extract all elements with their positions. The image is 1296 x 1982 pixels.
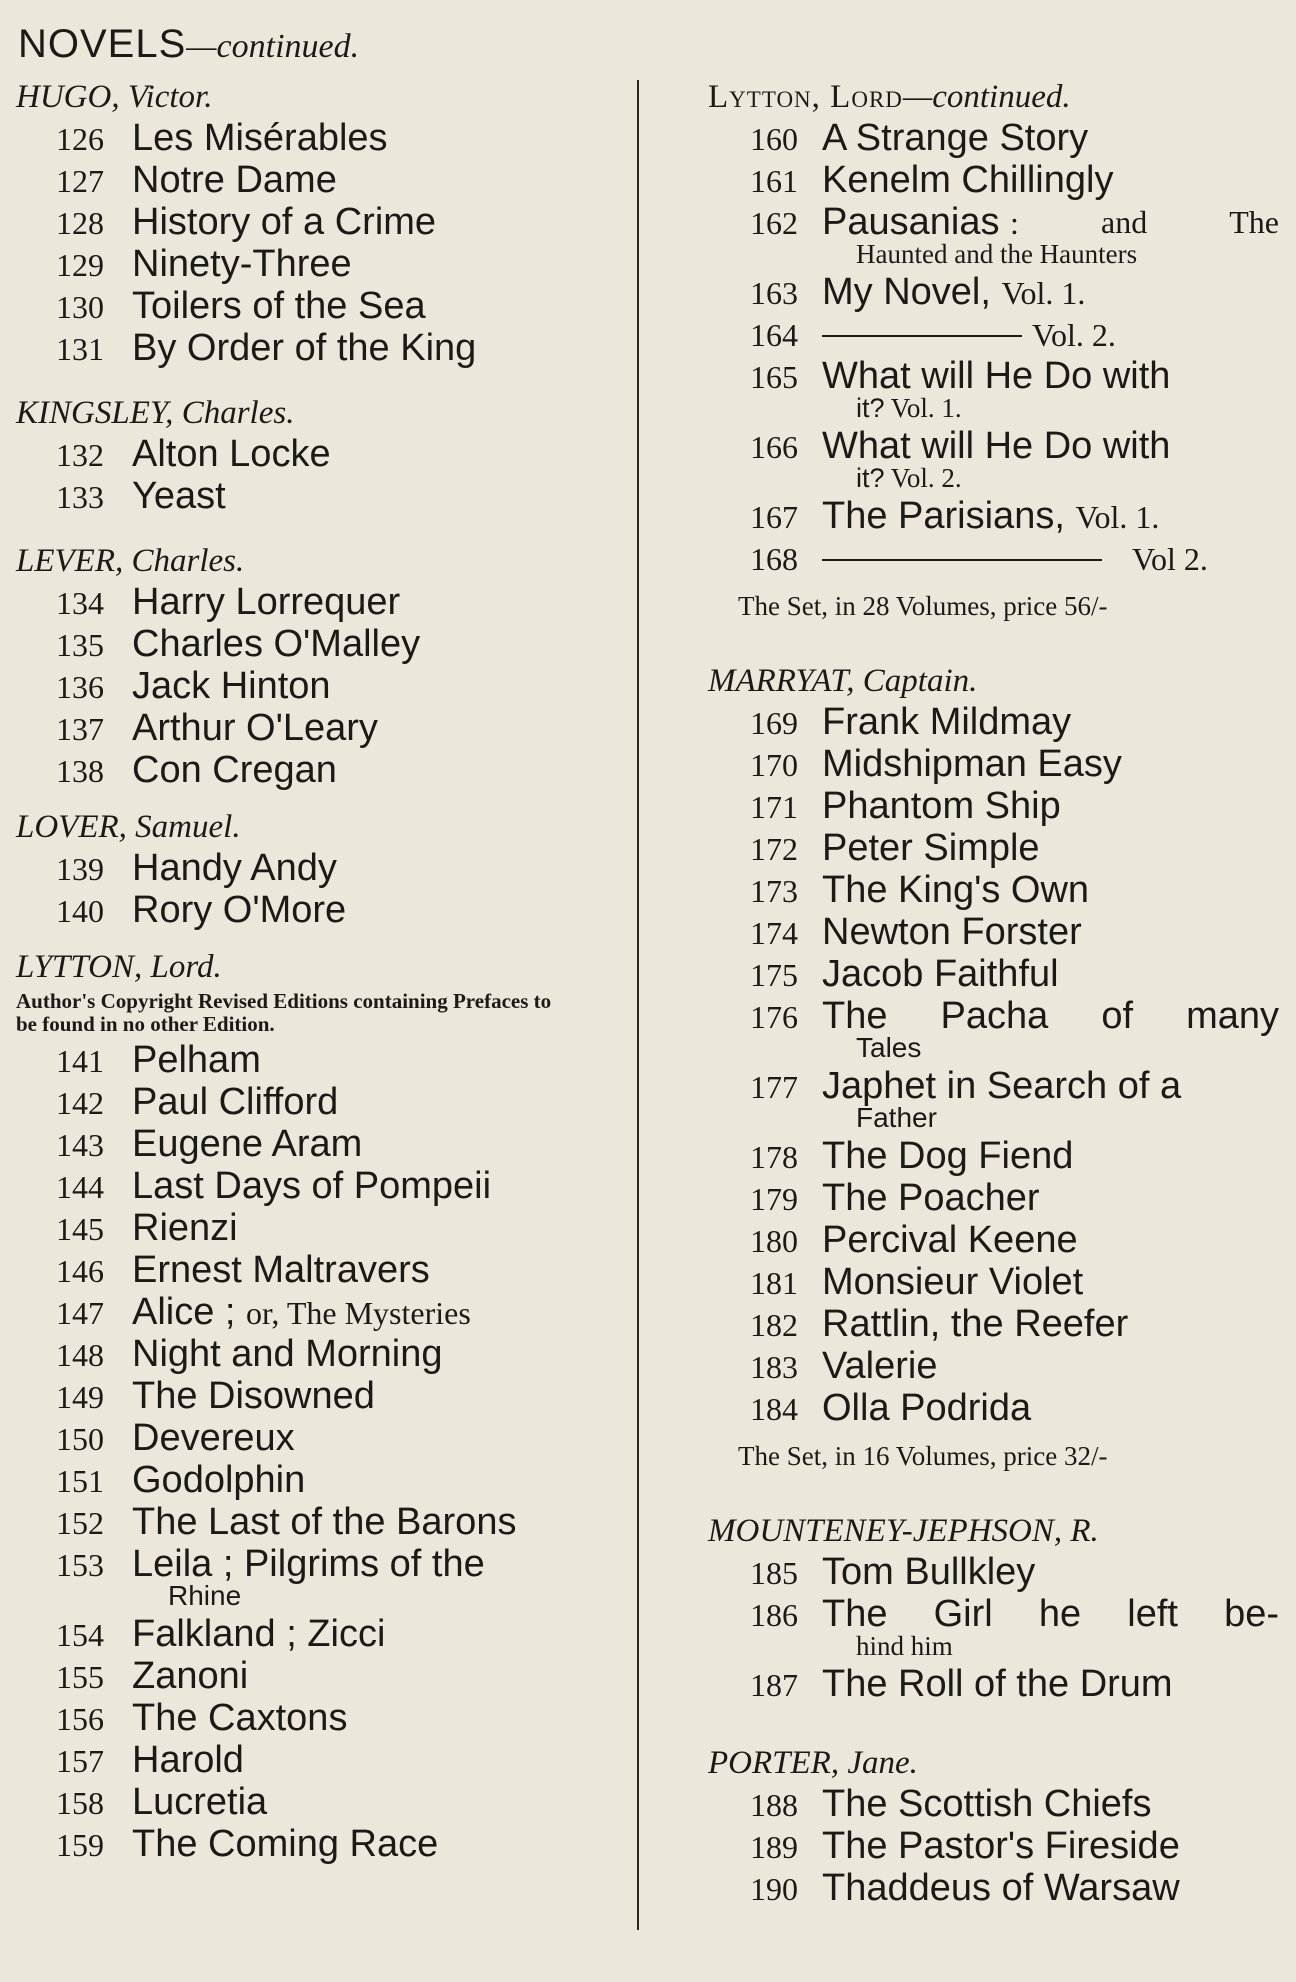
list-item	[708, 786, 1283, 828]
author-surname: LOVER,	[16, 809, 127, 845]
list-item	[708, 1784, 1283, 1826]
item-number: 153	[56, 1547, 104, 1583]
list-item	[708, 1826, 1283, 1868]
item-title: The Pastor's Fireside	[822, 1825, 1180, 1867]
item-title: Pelham	[132, 1039, 261, 1081]
item-number: 135	[56, 627, 104, 663]
item-title-continuation: Rhine	[168, 1580, 242, 1611]
list-item	[708, 1304, 1283, 1346]
list-item	[16, 1040, 616, 1082]
item-number: 128	[56, 205, 104, 241]
list-item	[16, 582, 616, 624]
item-number: 147	[56, 1295, 104, 1331]
item-title-word: he	[1038, 1593, 1082, 1635]
item-number: 157	[56, 1743, 104, 1779]
item-number: 178	[750, 1139, 798, 1175]
list-item	[16, 1334, 616, 1376]
header-continued: —continued.	[186, 28, 360, 65]
item-title-continuation: Tales	[856, 1032, 922, 1063]
item-title: Night and Morning	[132, 1333, 443, 1375]
item-title: Phantom Ship	[822, 785, 1061, 827]
list-item	[708, 496, 1283, 538]
item-number: 130	[56, 289, 104, 325]
list-item	[708, 1262, 1283, 1304]
section-hugo	[16, 76, 616, 370]
list-item	[708, 1594, 1283, 1636]
author-surname: HUGO,	[16, 79, 120, 115]
author-heading	[708, 1510, 1283, 1552]
list-item	[708, 744, 1283, 786]
list-item	[16, 1656, 616, 1698]
item-number: 165	[750, 359, 798, 395]
list-item	[708, 1552, 1283, 1594]
item-number: 134	[56, 585, 104, 621]
section-mounteney-jephson	[708, 1510, 1283, 1706]
item-title-the: The	[1229, 204, 1279, 240]
list-item	[708, 1178, 1283, 1220]
list-item	[708, 1664, 1283, 1706]
list-item	[16, 328, 616, 370]
item-number: 170	[750, 747, 798, 783]
section-lytton-continued	[708, 76, 1283, 624]
item-title-colon: :	[1010, 205, 1019, 241]
item-title-word: be-	[1224, 1593, 1279, 1635]
item-title: By Order of the King	[132, 327, 477, 369]
list-item	[708, 538, 1283, 580]
item-title: Handy Andy	[132, 847, 337, 889]
item-title: Thaddeus of Warsaw	[822, 1867, 1180, 1909]
item-volume: Vol. 2.	[890, 463, 962, 493]
item-number: 154	[56, 1617, 104, 1653]
item-title: Newton Forster	[822, 911, 1082, 953]
item-title: Con Cregan	[132, 749, 337, 791]
section-kingsley	[16, 392, 616, 518]
item-number: 151	[56, 1463, 104, 1499]
item-number: 127	[56, 163, 104, 199]
item-number: 141	[56, 1043, 104, 1079]
item-number: 179	[750, 1181, 798, 1217]
item-title: Lucretia	[132, 1781, 268, 1823]
item-title: Jack Hinton	[132, 665, 331, 707]
author-surname: LYTTON,	[16, 949, 143, 985]
item-number: 131	[56, 331, 104, 367]
item-number: 161	[750, 163, 798, 199]
list-item	[16, 1614, 616, 1656]
author-continued: —continued.	[902, 79, 1071, 115]
item-number: 149	[56, 1379, 104, 1415]
item-number: 140	[56, 893, 104, 929]
author-name: Lytton, Lord	[708, 79, 903, 115]
item-title: Devereux	[132, 1417, 295, 1459]
author-firstname: Charles.	[181, 395, 295, 431]
item-number: 190	[750, 1871, 798, 1907]
item-number: 182	[750, 1307, 798, 1343]
item-volume: Vol. 1.	[890, 393, 962, 423]
item-number: 186	[750, 1597, 798, 1633]
item-title: Rory O'More	[132, 889, 347, 931]
list-item	[16, 1782, 616, 1824]
item-title-and: and	[1100, 204, 1148, 240]
section-marryat	[708, 660, 1283, 1474]
set-price: The Set, in 28 Volumes, price 56/-	[738, 591, 1108, 621]
item-title: Rienzi	[132, 1207, 238, 1249]
section-porter	[708, 1742, 1283, 1910]
ditto-rule	[822, 559, 1102, 561]
item-number: 185	[750, 1555, 798, 1591]
item-volume: Vol 2.	[1132, 541, 1208, 577]
list-item	[16, 1292, 616, 1334]
header-title: NOVELS	[18, 22, 187, 66]
author-surname: KINGSLEY,	[16, 395, 174, 431]
item-title: Last Days of Pompeii	[132, 1165, 492, 1207]
item-number: 144	[56, 1169, 104, 1205]
item-title	[822, 272, 1283, 314]
list-item	[16, 118, 616, 160]
item-number: 168	[750, 541, 798, 577]
item-number: 136	[56, 669, 104, 705]
item-title: What will He Do with	[822, 425, 1171, 467]
item-title: History of a Crime	[132, 201, 437, 243]
item-number: 158	[56, 1785, 104, 1821]
item-number: 146	[56, 1253, 104, 1289]
author-firstname: Jane.	[847, 1745, 918, 1781]
list-item	[708, 160, 1283, 202]
list-item	[16, 434, 616, 476]
item-title: Les Misérables	[132, 117, 388, 159]
item-title: Paul Clifford	[132, 1081, 339, 1123]
item-number: 148	[56, 1337, 104, 1373]
item-title	[822, 1594, 1283, 1635]
list-item	[708, 1136, 1283, 1178]
item-title: Midshipman Easy	[822, 743, 1122, 785]
edition-note: Author's Copyright Revised Editions containing Prefaces to be found in no other Edition.	[16, 989, 552, 1036]
item-number: 174	[750, 915, 798, 951]
ditto-rule	[822, 335, 1022, 337]
item-title: Toilers of the Sea	[132, 285, 426, 327]
author-heading	[16, 806, 616, 848]
list-item	[16, 666, 616, 708]
item-title: Alton Locke	[132, 433, 331, 475]
author-surname: PORTER,	[708, 1745, 840, 1781]
list-item	[16, 1698, 616, 1740]
list-item	[16, 1250, 616, 1292]
author-firstname: Samuel.	[135, 809, 241, 845]
list-item	[16, 1376, 616, 1418]
item-number: 126	[56, 121, 104, 157]
item-title: Olla Podrida	[822, 1387, 1032, 1429]
author-heading	[708, 660, 1283, 702]
item-number: 189	[750, 1829, 798, 1865]
list-item	[16, 890, 616, 932]
list-item	[708, 912, 1283, 954]
item-number: 129	[56, 247, 104, 283]
item-title-continuation: Haunted and the Haunters	[856, 239, 1138, 269]
item-number: 173	[750, 873, 798, 909]
item-number: 172	[750, 831, 798, 867]
item-number: 163	[750, 275, 798, 311]
item-number: 183	[750, 1349, 798, 1385]
list-item	[708, 702, 1283, 744]
item-title: Arthur O'Leary	[132, 707, 378, 749]
item-title-continuation: hind him	[856, 1631, 953, 1661]
list-item	[16, 1824, 616, 1866]
list-item	[708, 272, 1283, 314]
item-title: Japhet in Search of a	[822, 1065, 1182, 1107]
item-title: Godolphin	[132, 1459, 306, 1501]
item-title-word: of	[1101, 995, 1134, 1037]
column-divider	[637, 80, 639, 1930]
author-firstname: Charles.	[131, 543, 245, 579]
item-title	[822, 314, 1283, 356]
item-volume: Vol. 1.	[1075, 499, 1160, 535]
item-title-tail: it?	[856, 393, 885, 423]
item-number: 184	[750, 1391, 798, 1427]
author-heading	[708, 1742, 1283, 1784]
item-number: 188	[750, 1787, 798, 1823]
item-title: Percival Keene	[822, 1219, 1078, 1261]
author-firstname: R.	[1070, 1513, 1099, 1549]
item-volume: Vol. 2.	[1032, 317, 1116, 353]
item-title-main: Pausanias	[822, 201, 1000, 243]
item-title-continuation: Father	[856, 1102, 937, 1133]
item-title: Ernest Maltravers	[132, 1249, 430, 1291]
author-heading	[16, 540, 616, 582]
right-column	[708, 76, 1283, 1910]
item-number: 166	[750, 429, 798, 465]
item-title: The Last of the Barons	[132, 1501, 517, 1543]
list-item	[708, 996, 1283, 1038]
item-title-main: My Novel,	[822, 271, 991, 313]
list-item	[16, 1124, 616, 1166]
item-number: 138	[56, 753, 104, 789]
page-header	[18, 22, 359, 67]
item-title: Rattlin, the Reefer	[822, 1303, 1129, 1345]
item-number: 177	[750, 1069, 798, 1105]
item-number: 150	[56, 1421, 104, 1457]
list-item	[16, 244, 616, 286]
item-title: Yeast	[132, 475, 226, 517]
item-number: 162	[750, 205, 798, 241]
set-price: The Set, in 16 Volumes, price 32/-	[738, 1441, 1108, 1471]
section-lever	[16, 540, 616, 792]
list-item	[16, 1082, 616, 1124]
list-item	[16, 1544, 616, 1586]
item-number: 145	[56, 1211, 104, 1247]
item-number: 137	[56, 711, 104, 747]
list-item	[16, 476, 616, 518]
list-item	[708, 1066, 1283, 1108]
list-item	[16, 750, 616, 792]
list-item	[708, 1868, 1283, 1910]
author-firstname: Captain.	[862, 663, 978, 699]
list-item	[16, 708, 616, 750]
list-item	[708, 356, 1283, 398]
item-number: 143	[56, 1127, 104, 1163]
item-title: The Roll of the Drum	[822, 1663, 1173, 1705]
item-title: The Dog Fiend	[822, 1135, 1074, 1177]
list-item	[708, 828, 1283, 870]
item-title: Kenelm Chillingly	[822, 159, 1114, 201]
item-number: 155	[56, 1659, 104, 1695]
item-title-continuation	[708, 464, 1283, 492]
item-title-main: The Parisians,	[822, 495, 1065, 537]
list-item	[708, 426, 1283, 468]
item-title	[822, 496, 1283, 538]
list-item	[708, 1220, 1283, 1262]
list-item	[16, 1740, 616, 1782]
item-title-continuation	[708, 394, 1283, 422]
item-title: Zanoni	[132, 1655, 249, 1697]
item-title-word: many	[1186, 995, 1279, 1037]
item-title: Harry Lorrequer	[132, 581, 401, 623]
item-title: Falkland ; Zicci	[132, 1613, 386, 1655]
list-item	[16, 1418, 616, 1460]
item-number: 156	[56, 1701, 104, 1737]
item-title	[822, 538, 1283, 580]
item-number: 180	[750, 1223, 798, 1259]
item-number: 139	[56, 851, 104, 887]
item-title-word: The	[822, 1593, 888, 1635]
item-number: 169	[750, 705, 798, 741]
item-title: Notre Dame	[132, 159, 337, 201]
item-number: 160	[750, 121, 798, 157]
item-title: Monsieur Violet	[822, 1261, 1084, 1303]
left-column	[16, 76, 616, 1866]
item-title: Tom Bullkley	[822, 1551, 1036, 1593]
item-title: Valerie	[822, 1345, 938, 1387]
author-firstname: Lord.	[150, 949, 222, 985]
item-title-word: Girl	[933, 1593, 993, 1635]
item-title: Harold	[132, 1739, 244, 1781]
item-title	[132, 1292, 616, 1334]
item-number: 164	[750, 317, 798, 353]
list-item	[708, 1346, 1283, 1388]
item-title: What will He Do with	[822, 355, 1171, 397]
author-heading	[16, 76, 616, 118]
item-title	[822, 996, 1283, 1037]
item-title	[822, 202, 1283, 244]
item-title: Jacob Faithful	[822, 953, 1059, 995]
item-number: 171	[750, 789, 798, 825]
author-heading	[708, 76, 1283, 118]
item-title: Ninety-Three	[132, 243, 352, 285]
author-surname: MARRYAT,	[708, 663, 855, 699]
item-number: 132	[56, 437, 104, 473]
item-title: Frank Mildmay	[822, 701, 1072, 743]
author-heading	[16, 946, 616, 988]
item-title: The King's Own	[822, 869, 1090, 911]
author-surname: MOUNTENEY-JEPHSON,	[708, 1513, 1063, 1549]
item-number: 142	[56, 1085, 104, 1121]
item-title-word: Pacha	[940, 995, 1049, 1037]
item-number: 133	[56, 479, 104, 515]
item-title: The Poacher	[822, 1177, 1040, 1219]
list-item	[708, 314, 1283, 356]
item-title-word: left	[1127, 1593, 1178, 1635]
item-title: A Strange Story	[822, 117, 1089, 159]
item-number: 167	[750, 499, 798, 535]
list-item	[16, 1502, 616, 1544]
list-item	[16, 848, 616, 890]
author-heading	[16, 392, 616, 434]
item-title: The Coming Race	[132, 1823, 439, 1865]
author-firstname: Victor.	[127, 79, 213, 115]
item-number: 181	[750, 1265, 798, 1301]
item-title: Eugene Aram	[132, 1123, 363, 1165]
item-number: 175	[750, 957, 798, 993]
list-item	[16, 1166, 616, 1208]
item-number: 176	[750, 999, 798, 1035]
item-number: 152	[56, 1505, 104, 1541]
list-item	[708, 202, 1283, 244]
list-item	[708, 1388, 1283, 1430]
list-item	[708, 954, 1283, 996]
item-title: Charles O'Malley	[132, 623, 421, 665]
list-item	[16, 202, 616, 244]
section-lytton	[16, 946, 616, 1866]
list-item	[708, 118, 1283, 160]
item-title: The Disowned	[132, 1375, 375, 1417]
list-item	[708, 870, 1283, 912]
item-number: 159	[56, 1827, 104, 1863]
list-item	[16, 1208, 616, 1250]
item-title: The Caxtons	[132, 1697, 348, 1739]
list-item	[16, 286, 616, 328]
item-title-subtitle: or, The Mysteries	[246, 1295, 471, 1331]
item-title-word: The	[822, 995, 888, 1037]
author-surname: LEVER,	[16, 543, 124, 579]
item-title: The Scottish Chiefs	[822, 1783, 1152, 1825]
item-title-tail: it?	[856, 463, 885, 493]
item-title-main: Alice ;	[132, 1291, 236, 1333]
item-number: 187	[750, 1667, 798, 1703]
list-item	[16, 624, 616, 666]
item-volume: Vol. 1.	[1001, 275, 1086, 311]
section-lover	[16, 806, 616, 932]
item-title: Leila ; Pilgrims of the	[132, 1543, 485, 1585]
item-title: Peter Simple	[822, 827, 1040, 869]
list-item	[16, 160, 616, 202]
list-item	[16, 1460, 616, 1502]
